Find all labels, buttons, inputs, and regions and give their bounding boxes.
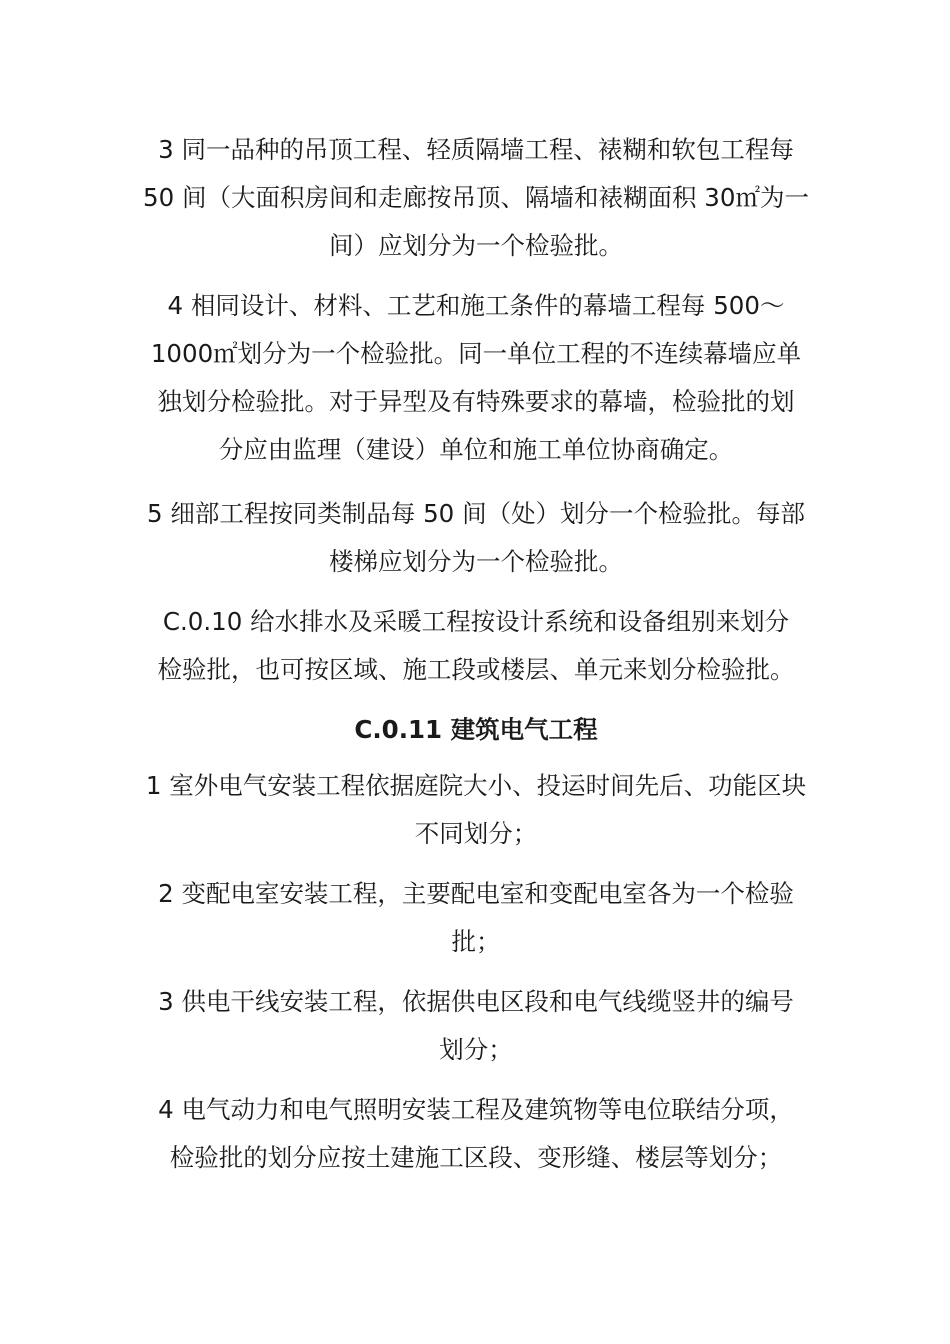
paragraph-curtain-wall (138, 282, 814, 474)
text-line: 楼梯应划分为一个检验批。 (329, 547, 623, 576)
paragraph-power-lighting (138, 1086, 814, 1182)
text-line: 划分； (439, 1035, 513, 1064)
text-line: 检验批，也可按区域、施工段或楼层、单元来划分检验批。 (157, 655, 795, 684)
text-line: 检验批的划分应按土建施工区段、变形缝、楼层等划分； (169, 1143, 783, 1172)
text-line: 4 相同设计、材料、工艺和施工条件的幕墙工程每 500～ (167, 291, 785, 320)
text-line: 间）应划分为一个检验批。 (329, 231, 623, 260)
text-line: 批； (451, 927, 501, 956)
text-line: 2 变配电室安装工程，主要配电室和变配电室各为一个检验 (158, 879, 794, 908)
paragraph-outdoor-electrical (138, 762, 814, 858)
text-line: 3 供电干线安装工程，依据供电区段和电气线缆竖井的编号 (158, 987, 794, 1016)
text-line: 5 细部工程按同类制品每 50 间（处）划分一个检验批。每部 (146, 499, 806, 528)
paragraph-trunk-line (138, 978, 814, 1074)
paragraph-substation (138, 870, 814, 966)
text-line: C.0.10 给水排水及采暖工程按设计系统和设备组别来划分 (162, 607, 790, 636)
section-heading-electrical (138, 706, 814, 754)
text-line: 1000㎡划分为一个检验批。同一单位工程的不连续幕墙应单 (150, 339, 802, 368)
heading-text: C.0.11 建筑电气工程 (354, 715, 598, 744)
text-line: 4 电气动力和电气照明安装工程及建筑物等电位联结分项， (158, 1095, 794, 1124)
text-line: 分应由监理（建设）单位和施工单位协商确定。 (218, 435, 734, 464)
text-line: 不同划分； (414, 819, 538, 848)
text-line: 50 间（大面积房间和走廊按吊顶、隔墙和裱糊面积 30㎡为一 (143, 183, 809, 212)
paragraph-ceiling-partition (138, 126, 814, 270)
paragraph-water-heating (138, 598, 814, 694)
paragraph-detail-works (138, 490, 814, 586)
text-line: 1 室外电气安装工程依据庭院大小、投运时间先后、功能区块 (145, 771, 807, 800)
text-line: 3 同一品种的吊顶工程、轻质隔墙工程、裱糊和软包工程每 (158, 135, 794, 164)
text-line: 独划分检验批。对于异型及有特殊要求的幕墙，检验批的划 (157, 387, 795, 416)
